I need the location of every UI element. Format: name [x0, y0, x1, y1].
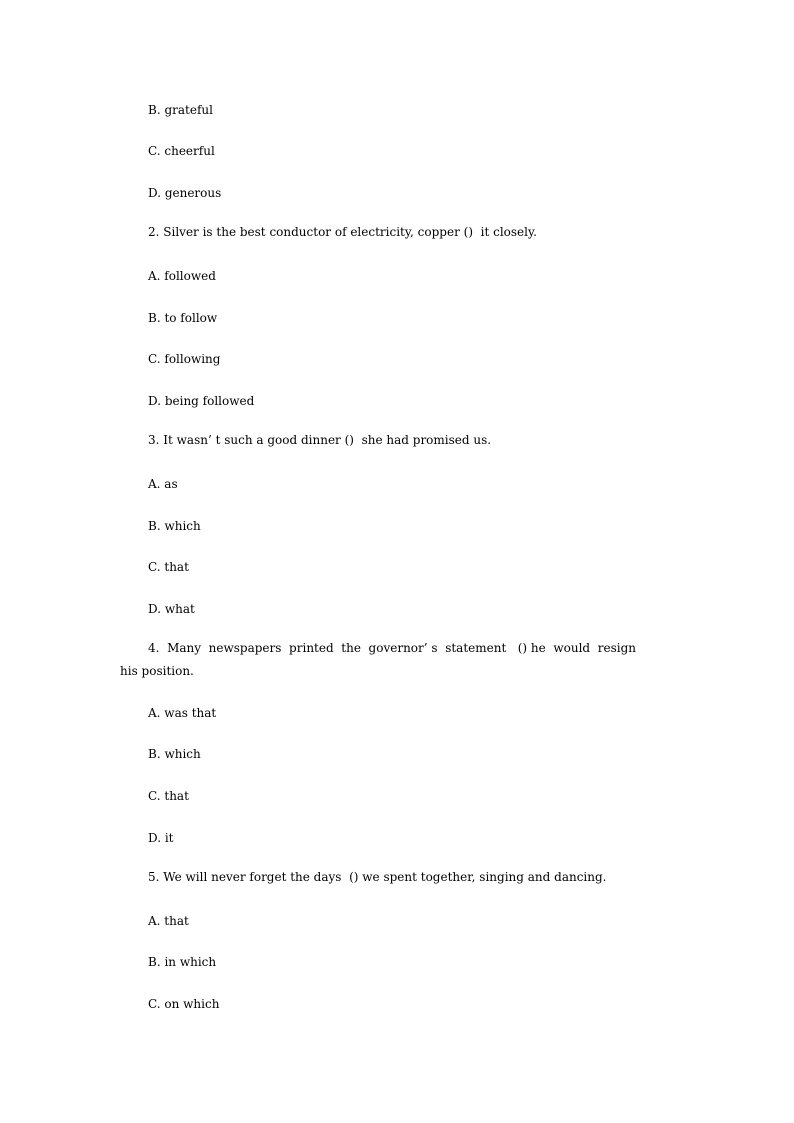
- q4-option-a: A. was that: [148, 706, 217, 720]
- q1-option-c: C. cheerful: [148, 144, 215, 158]
- q5-option-a: A. that: [148, 914, 189, 928]
- q2-option-d: D. being followed: [148, 394, 255, 408]
- q3-option-c: C. that: [148, 560, 189, 574]
- q4-stem-line2: his position.: [120, 664, 194, 678]
- q4-option-b: B. which: [148, 747, 201, 761]
- q3-stem: 3. It wasn’ t such a good dinner () she had promised us.: [148, 433, 492, 447]
- q2-option-a: A. followed: [148, 269, 216, 283]
- q2-option-b: B. to follow: [148, 311, 218, 325]
- q2-stem: 2. Silver is the best conductor of electricity, copper () it closely.: [148, 225, 537, 239]
- q3-option-d: D. what: [148, 602, 195, 616]
- q5-stem: 5. We will never forget the days () we spent together, singing and dancing.: [148, 870, 607, 884]
- q3-option-b: B. which: [148, 519, 201, 533]
- q1-option-b: B. grateful: [148, 103, 213, 117]
- q2-option-c: C. following: [148, 352, 221, 366]
- q4-option-c: C. that: [148, 789, 189, 803]
- q4-stem-line1: 4. Many newspapers printed the governor’ s statement () he would resign: [148, 641, 636, 655]
- q1-option-d: D. generous: [148, 186, 222, 200]
- q5-option-b: B. in which: [148, 955, 217, 969]
- q4-option-d: D. it: [148, 831, 174, 845]
- q5-option-c: C. on which: [148, 997, 220, 1011]
- q3-option-a: A. as: [148, 477, 178, 491]
